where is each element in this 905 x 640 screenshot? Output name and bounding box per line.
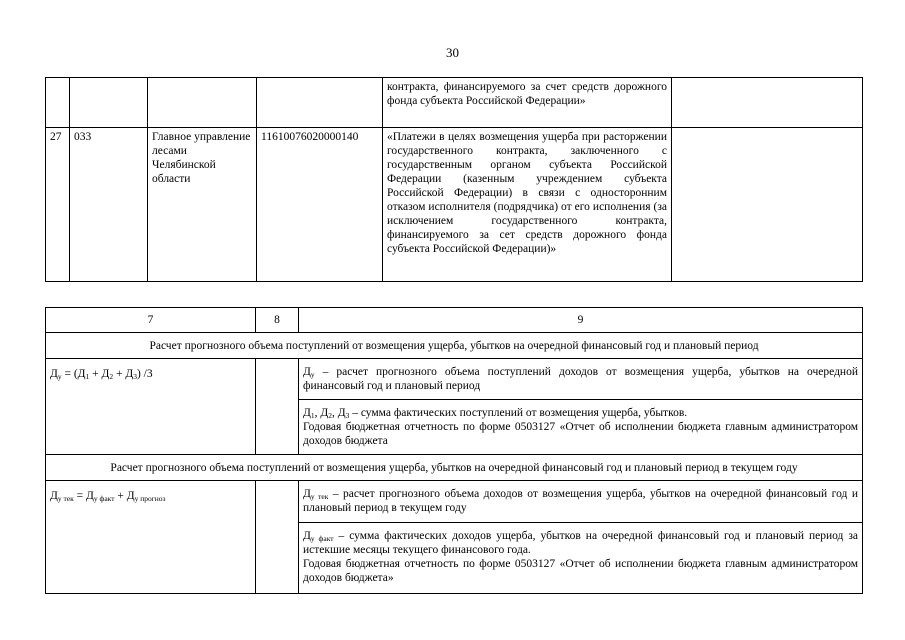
methodology-table: [45, 307, 863, 594]
cell-description: контракта, финансируемого за счет средств дорожного фонда субъекта Российской Федерации»: [383, 78, 672, 128]
section-row: [46, 333, 863, 359]
page-number: 30: [446, 45, 459, 60]
cell-empty: [672, 128, 863, 282]
table-row: [46, 481, 863, 522]
classifier-table: [45, 77, 863, 282]
cell-num: 27: [46, 128, 70, 282]
section-row: [46, 455, 863, 481]
table-row: [46, 359, 863, 400]
cell-code: 033: [70, 128, 148, 282]
col-header-8: 8: [256, 308, 299, 333]
formula-cell: $Д_{у тек} = Д_{у факт} + Д_{у прогноз}$: [46, 481, 256, 593]
cell-kbk: 11610076020000140: [257, 128, 383, 282]
col-header-7: 7: [46, 308, 256, 333]
cell-admin: Главное управление лесами Челябинской области: [148, 128, 257, 282]
cell-admin: [148, 78, 257, 128]
definition-cell: $Д_1$, $Д_2$, $Д_3$ – сумма фактических поступлений от возмещения ущерба, убытков. Годовая бюджетная отчетность по форме 0503127 «Отчет об исполнении бюджета главным администратором доходов бюджета: [299, 400, 863, 455]
cell-num: [46, 78, 70, 128]
definition-cell: $Д_у$ – расчет прогнозного объема поступлений доходов от возмещения ущерба, убытков на очередной финансовый год и плановый период: [299, 359, 863, 400]
empty-cell: [256, 481, 299, 593]
header-row: [46, 308, 863, 333]
table-row: [46, 78, 863, 128]
formula-cell: $Д_у = (Д_1 + Д_2 + Д_3)$ /3: [46, 359, 256, 455]
cell-description: «Платежи в целях возмещения ущерба при расторжении государственного контракта, заключенного с государственным органом субъекта Российской Федерации (казенным учреждением субъекта Российской Федерации) в связи с односторонним отказом исполнителя (подрядчика) от его исполнения (за исключением государственного контракта, финансируемого за сет средств дорожного фонда субъекта Российской Федерации)»: [383, 128, 672, 282]
table-row: [46, 128, 863, 282]
cell-kbk: [257, 78, 383, 128]
empty-cell: [256, 359, 299, 455]
col-header-9: 9: [299, 308, 863, 333]
section-title: Расчет прогнозного объема поступлений от возмещения ущерба, убытков на очередной финансовый год и плановый период в текущем году: [46, 455, 863, 481]
definition-cell: $Д_{у тек}$ – расчет прогнозного объема доходов от возмещения ущерба, убытков на очередной финансовый год и плановый период в текущем году: [299, 481, 863, 522]
definition-cell: $Д_{у факт}$ – сумма фактических доходов ущерба, убытков на очередной финансовый год и плановый период за истекшие месяцы текущего финансового года. Годовая бюджетная отчетность по форме 0503127 «Отчет об исполнении бюджета главным администратором доходов бюджета»: [299, 522, 863, 593]
cell-empty: [672, 78, 863, 128]
section-title: Расчет прогнозного объема поступлений от возмещения ущерба, убытков на очередной финансовый год и плановый период: [46, 333, 863, 359]
cell-code: [70, 78, 148, 128]
